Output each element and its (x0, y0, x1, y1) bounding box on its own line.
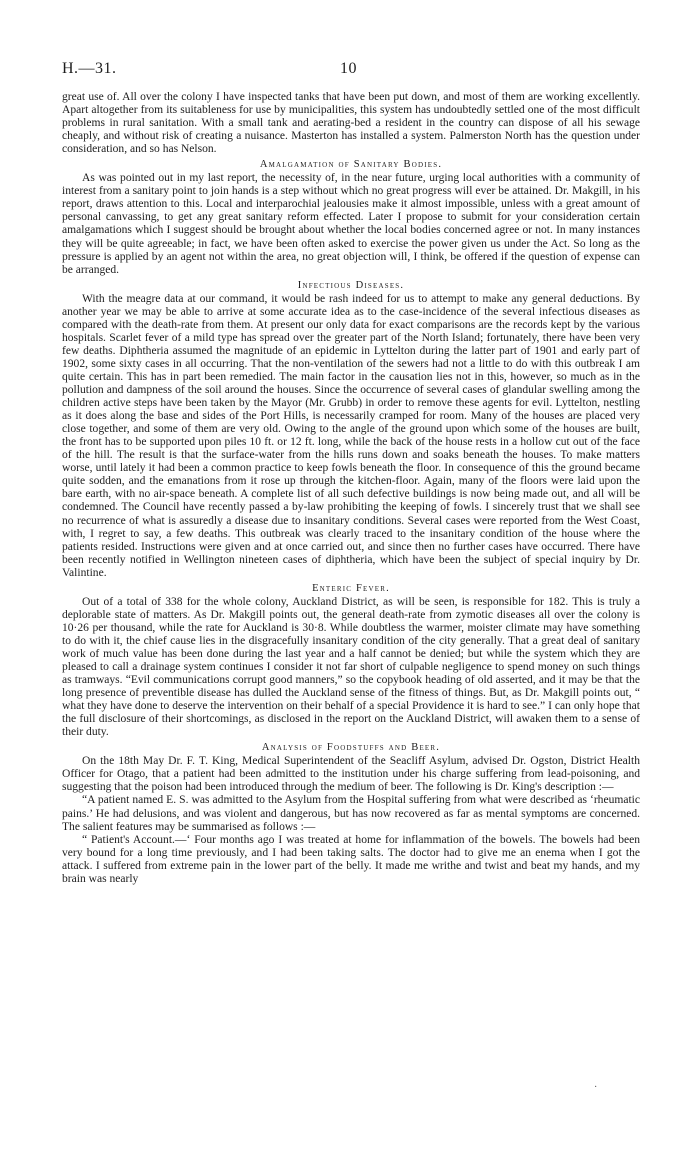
report-reference: H.—31. (62, 60, 117, 77)
paragraph-amalgamation: As was pointed out in my last report, the necessity of, in the near future, urging local authorities with a community of interest from a sanitary point to join hands is a step without which no great progress will ever be attained. Dr. Makgill, in his report, draws attention to this. Local and interparochial jealousies make it almost impossible, unless with a great amount of personal canvassing, to get any great sanitary reform effected. Later I propose to submit for your consideration certain amalgamations which I suggest should be brought about whether the local bodies concerned agree or not. In many instances they will be quite agreeable; in fact, we have been often asked to exercise the power given us under the Act. So long as the pressure is applied by an agent not within the area, no great objection will, I think, be offered if the question of expense can be arranged. (62, 172, 640, 276)
paragraph-enteric-fever: Out of a total of 338 for the whole colony, Auckland District, as will be seen, is responsible for 182. This is truly a deplorable state of matters. As Dr. Makgill points out, the general death-rate from zymotic diseases all over the colony is 10·26 per thousand, while the rate for Auckland is 30·8. While doubtless the warmer, moister climate may have something to do with it, the chief cause lies in the disgracefully insanitary condition of the city generally. That a great deal of sanitary work of much value has been done during the last year and a half cannot be denied; but while the system which they are pleased to call a drainage system continues I consider it not far short of culpable negligence to spend money on such things as tramways. “Evil communications corrupt good manners,” so the copybook heading of old asserted, and it may be that the long presence of preventible disease has dulled the Auckland sense of the fitness of things. But, as Dr. Makgill points out, “ what they have done to deserve the intervention on their behalf of a special Providence it is hard to see.” I can only hope that the full disclosure of their shortcomings, as disclosed in the report on the Auckland District, will awaken them to a sense of their duty. (62, 595, 640, 739)
heading-infectious-diseases: Infectious Diseases. (297, 279, 405, 291)
paragraph-lead-poisoning-report: On the 18th May Dr. F. T. King, Medical Superintendent of the Seacliff Asylum, advised Dr. Ogston, District Health Officer for Otago, that a patient had been admitted to the institution under his charge suffering from lead-poisoning, and suggesting that the poison had been introduced through the medium of beer. The following is Dr. King's description :— (62, 755, 640, 794)
paragraph-patient-description: “A patient named E. S. was admitted to the Asylum from the Hospital suffering from what were described as ‘rheumatic pains.’ He had delusions, and was violent and dangerous, but has now recovered as far as mental symptoms are concerned. The salient features may be summarised as follows :— (62, 794, 640, 833)
heading-foodstuffs-beer: Analysis of Foodstuffs and Beer. (261, 742, 441, 754)
page-end-mark: · (594, 1082, 598, 1093)
document-body (62, 91, 640, 886)
heading-enteric-fever: Enteric Fever. (312, 582, 390, 594)
heading-amalgamation: Amalgamation of Sanitary Bodies. (259, 159, 443, 171)
paragraph-patient-account: “ Patient's Account.—‘ Four months ago I was treated at home for inflammation of the bowels. The bowels had been very bound for a long time previously, and I had been taking salts. The doctor had to give me an enema when I got the attack. I suffered from extreme pain in the lower part of the belly. It made me writhe and twist and beat my hands, and my brain was nearly (62, 833, 640, 885)
paragraph-tank-systems: great use of. All over the colony I have inspected tanks that have been put down, and most of them are working excellently. Apart altogether from its suitableness for use by municipalities, this system has undoubtedly settled one of the most difficult problems in rural sanitation. With a small tank and aerating-bed a resident in the country can dispose of all his sewage cheaply, and without risk of creating a nuisance. Masterton has installed a system. Palmerston North has the question under consideration, and so has Nelson. (62, 91, 640, 156)
paragraph-infectious-diseases: With the meagre data at our command, it would be rash indeed for us to attempt to make any general deductions. By another year we may be able to arrive at some accurate idea as to the case-incidence of the several infectious diseases as compared with the death-rate from them. At present our only data for exact comparisons are the records kept by the various hospitals. Scarlet fever of a mild type has spread over the greater part of the North Island; fortunately, there have been very few deaths. Diphtheria assumed the magnitude of an epidemic in Lyttelton during the latter part of 1901 and early part of 1902, some sixty cases in all occurring. That the non-ventilation of the sewers had not a little to do with this outbreak I am quite certain. This has in part been remedied. The main factor in the causation lies not in this, however, so much as in the pollution and dampness of the soil around the houses. Since the occurrence of several cases of glandular swelling among the children active steps have been taken by the Mayor (Mr. Grubb) in order to remove these agents for evil. Lyttelton, nestling as it does along the base and sides of the Port Hills, is necessarily cramped for room. Many of the houses are placed very close together, and some of them are very old. Owing to the angle of the ground upon which some of the houses are built, the front has to be supported upon piles 10 ft. or 12 ft. long, while the back of the house rests in a hollow cut out of the face of the hill. The result is that the surface-water from the hills runs down and soaks beneath the houses. To make matters worse, until lately it had been a common practice to keep fowls beneath the floor. In consequence of this the ground became quite sodden, and the emanations from it rose up through the kitchen-floor. Again, many of the floors were laid upon the bare earth, with no air-space beneath. A complete list of all such defective buildings is now being made out, and all will be condemned. The Council have recently passed a by-law prohibiting the keeping of fowls. I sincerely trust that we shall see no recurrence of what is assuredly a disease due to insanitary conditions. Several cases were reported from the West Coast, with, I regret to say, a few deaths. This outbreak was clearly traced to the insanitary condition of the house where the patients resided. Instructions were given and at once carried out, and since then no further cases have occurred. There have been recently notified in Wellington nineteen cases of diphtheria, which have been the subject of special inquiry by Dr. Valintine. (62, 292, 640, 579)
page-number: 10 (340, 60, 357, 77)
